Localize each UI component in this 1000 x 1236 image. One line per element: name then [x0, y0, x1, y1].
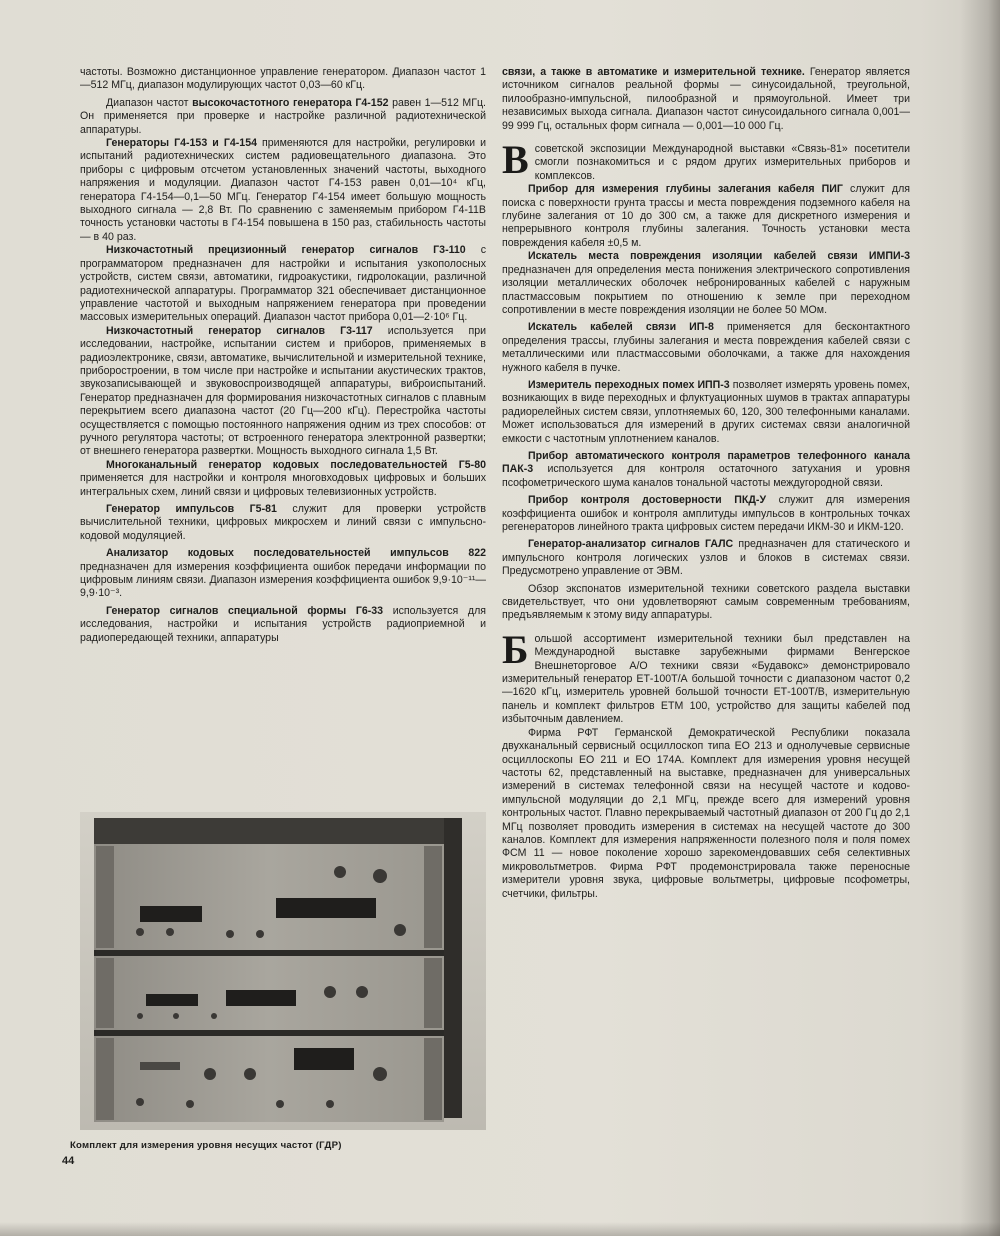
- paragraph: Искатель кабелей связи ИП-8 применяется для бесконтактного определения трассы, глубины залегания и места повреждения кабелей связи с металлическими или пластмассовыми оболочками, а также для нахождения нужного кабеля в пучке.: [502, 321, 910, 374]
- paragraph: Генератор-анализатор сигналов ГАЛС предназначен для статического и импульсного контроля логических узлов и блоков в системах связи. Предусмотрено управление от ЭВМ.: [502, 538, 910, 578]
- paragraph: Диапазон частот высокочастотного генератора Г4-152 равен 1—512 МГц. Он применяется при проверке и настройке различной радиотехнической аппаратуры.: [80, 96, 486, 136]
- paragraph: Низкочастотный прецизионный генератор сигналов Г3-110 с программатором предназначен для настройки и испытания узкополосных устройств, систем связи, автоматики, гидроакустики, гидролокации, различной радиотехнической аппаратуры. Программатор 321 обеспечивает дистанционное управление частотой и выходным напряжением генератора при проведении массовых измерительных операций. Диапазон частот прибора 0,01—2·10⁶ Гц.: [80, 244, 486, 324]
- paragraph: Прибор для измерения глубины залегания кабеля ПИГ служит для поиска с поверхности грунта трассы и места повреждения подземного кабеля на глубине залегания от 10 до 300 см, а также для дискретного измерения и непрерывного контроля глубины залегания. Точность установки места повреждения кабеля ±0,5 м.: [502, 183, 910, 249]
- paragraph: Многоканальный генератор кодовых последовательностей Г5-80 применяется для настройки и контроля многовходовых цифровых и больших интегральных схем, линий связи и цифровых телевизионных устройств.: [80, 458, 486, 498]
- paragraph: Фирма РФТ Германской Демократической Республики показала двухканальный сервисный осциллоскоп типа ЕО 213 и однолучевые сервисные осциллоскопы ЕО 211 и ЕО 174А. Комплект для измерения уровня несущей частоты 62, представленный на выставке, предназначен для универсальных измерений в системах телефонной связи на несущей частоте и кодово-импульсной модуляции до 2,1 МГц, прежде всего для измерений уровня контрольных частот. Плавно перекрываемый частотный диапазон от 200 Гц до 2,1 МГц позволяет проводить измерения в системах на несущей частоте до 300 каналов. Комплект для измерения напряженности полезного поля и поля помех ФСМ 11 — новое поколение хорошо зарекомендовавших себя селективных микровольтметров. Фирма РФТ продемонстрировала также переносные измерители уровня звука, цифровые вольтметры, цифровые псофометры, счетчики, фильтры.: [502, 726, 910, 900]
- equipment-photo-illustration: [80, 812, 486, 1130]
- drop-cap: В: [502, 137, 529, 183]
- paragraph: Прибор контроля достоверности ПКД-У служит для измерения коэффициента ошибок и контроля амплитуды импульсов в контрольных точках регенераторов линейного тракта цифровых систем передачи ИКМ-30 и ИКМ-120.: [502, 494, 911, 533]
- page-gutter-shadow: [960, 0, 1000, 1236]
- paragraph: частоты. Возможно дистанционное управление генератором. Диапазон частот 1—512 МГц, диапазон модулирующих частот 0,03—60 кГц.: [80, 66, 486, 92]
- section-intro: Всоветской экспозиции Международной выставки «Связь-81» посетители смогли познакомиться и с рядом других измерительных приборов и комплексов.: [502, 137, 910, 183]
- page-bottom-edge: [0, 1222, 1000, 1236]
- paragraph: Обзор экспонатов измерительной техники советского раздела выставки свидетельствует, что они удовлетворяют самым современным требованиям, предъявляемым к этому виду аппаратуры.: [502, 582, 910, 622]
- left-text-column: [80, 66, 486, 645]
- drop-cap: Б: [502, 626, 529, 672]
- page-number: 44: [62, 1155, 75, 1167]
- figure-caption: Комплект для измерения уровня несущих частот (ГДР): [70, 1140, 342, 1151]
- paragraph: связи, а также в автоматике и измерительной технике. Генератор является источником сигналов реальной формы — синусоидальной, треугольной, пилообразно-импульсной, пилообразной и прямоугольной. Имеет три независимых выхода сигнала. Диапазон частот синусоидального сигнала 0,001—99 999 Гц, остальных форм сигнала — 0,001—10 000 Гц.: [502, 66, 910, 132]
- section-intro: Большой ассортимент измерительной техники был представлен на Международной выставке зарубежными фирмами Венгерское Внешнеторговое А/О техники связи «Будавокс» демонстрировало измерительный генератор ЕТ-100Т/А большой точности с диапазоном частот 0,2—1620 кГц, измеритель уровней большой точности ЕТ-100Т/В, измерительную панель и комплект фильтров ЕТМ 100, устройство для защиты кабелей под избыточным давлением.: [502, 626, 910, 726]
- paragraph: Генератор импульсов Г5-81 служит для проверки устройств вычислительной техники, цифровых микросхем и линий связи с импульсно-кодовой модуляцией.: [80, 503, 487, 542]
- equipment-photo: [80, 812, 486, 1130]
- paragraph: Измеритель переходных помех ИПП-3 позволяет измерять уровень помех, возникающих в виде переходных и флуктуационных шумов в трактах аппаратуры радиорелейных систем связи, уплотняемых 60, 120, 300 телефонными каналами. Может использоваться для измерений в других системах связи аналогичной емкости с частотным уплотнением каналов.: [502, 378, 910, 445]
- paragraph: Анализатор кодовых последовательностей импульсов 822 предназначен для измерения коэффициента ошибок передачи информации по цифровым линиям связи. Диапазон измерения коэффициента ошибок 9,9·10⁻¹¹—9,9·10⁻³.: [80, 547, 486, 600]
- paragraph: Низкочастотный генератор сигналов Г3-117 используется при исследовании, настройке, испытании систем и приборов, применяемых в радиоэлектронике, связи, автоматике, вычислительной и измерительной технике, приборостроении, в том числе при настройке и испытании акустических трактов, звукозаписывающей и звуковоспроизводящей аппаратуры, виброиспытаний. Генератор предназначен для формирования низкочастотных сигналов с плавным перекрытием всего диапазона частот (20 Гц—200 кГц). Перестройка частоты осуществляется с помощью постоянного напряжения одним из трех способов: от ручного регулятора частоты; от встроенного генератора электронной развертки; от внешнего генератора развертки. Мощность выходного сигнала 1,5 Вт.: [80, 324, 487, 458]
- paragraph: Прибор автоматического контроля параметров телефонного канала ПАК-3 используется для контроля остаточного затухания и уровня псофометрического шума каналов тональной частоты междугородной связи.: [502, 449, 910, 489]
- paragraph: Генератор сигналов специальной формы Г6-33 используется для исследования, настройки и испытания устройств радиоприемной и радиопередающей техники, аппаратуры: [80, 604, 486, 644]
- paragraph: Генераторы Г4-153 и Г4-154 применяются для настройки, регулировки и испытаний радиотехнических систем радиовещательного диапазона. Это приборы с цифровым отсчетом установленных значений частоты, выходного напряжения и модуляции. Диапазон частот Г4-153 равен 0,01—10⁴ кГц, генератора Г4-154—0,1—50 МГц. Генератор Г4-154 имеет большую мощность выходного сигнала — 2,8 Вт. По сравнению с заменяемым прибором Г4-11В точность установки частоты в Г4-154 повышена в 150 раз, стабильность частоты — в 40 раз.: [80, 137, 487, 243]
- right-text-column: [502, 66, 910, 901]
- paragraph: Искатель места повреждения изоляции кабелей связи ИМПИ-3 предназначен для определения места понижения электрического сопротивления изоляции металлических оболочек небронированных кабелей с наружным пластмассовым покрытием по отношению к земле при переходном сопротивлении в месте повреждения изоляции не более 50 МОм.: [502, 250, 910, 316]
